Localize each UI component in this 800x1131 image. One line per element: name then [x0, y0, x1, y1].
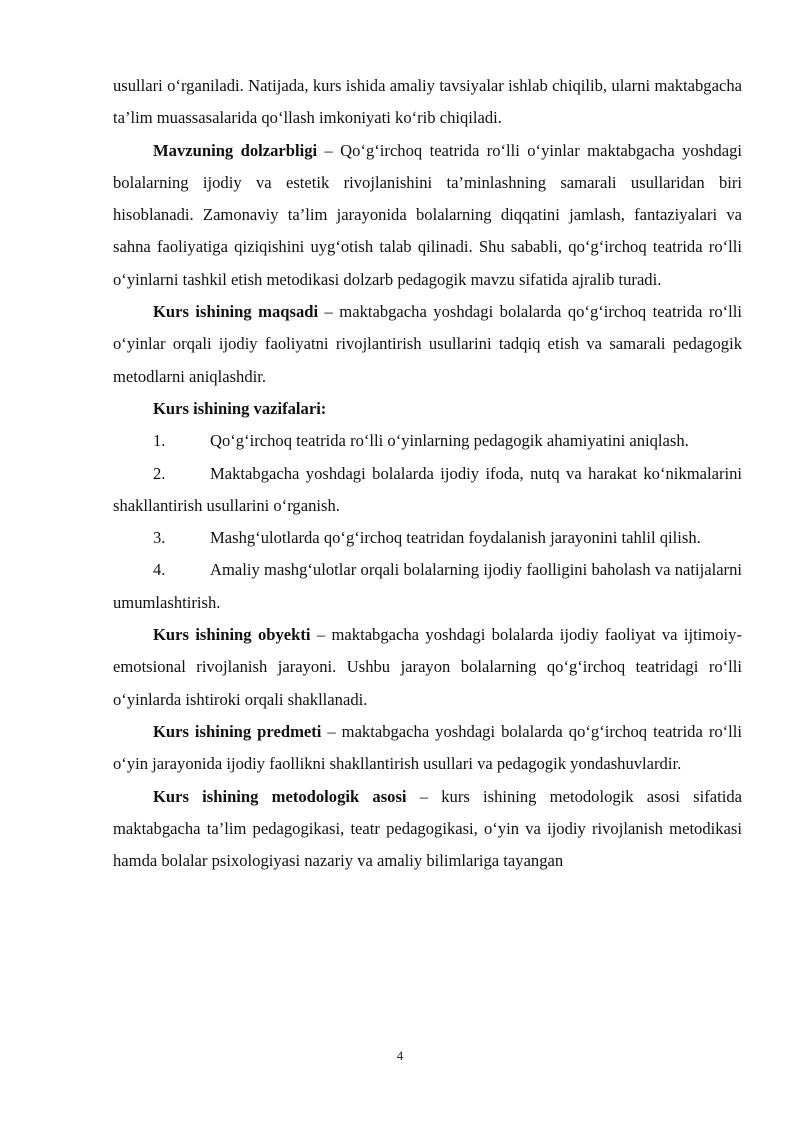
- paragraph-intro: usullari o‘rganiladi. Natijada, kurs ishida amaliy tavsiyalar ishlab chiqilib, ularni maktabgacha ta’lim muassasalarida qo‘llash imkoniyati ko‘rib chiqiladi.: [113, 76, 742, 128]
- list-item: [113, 522, 742, 554]
- object-heading: Kurs ishining obyekti: [153, 625, 311, 645]
- list-item-number: 1.: [153, 431, 166, 451]
- list-item-number: 4.: [153, 560, 166, 580]
- subject-heading: Kurs ishining predmeti: [153, 721, 322, 741]
- paragraph-object: [113, 619, 742, 716]
- list-item-number: 3.: [153, 528, 166, 548]
- list-item-text: Maktabgacha yoshdagi bolalarda ijodiy ifoda, nutq va harakat ko‘nikmalarini shakllantirish usullarini o‘rganish.: [113, 463, 742, 515]
- document-page: [113, 70, 742, 877]
- relevance-text: – Qo‘g‘irchoq teatrida ro‘lli o‘yinlar maktabgacha yoshdagi bolalarning ijodiy va estetik rivojlanishini ta’minlashning samarali usullaridan biri hisoblanadi. Zamonaviy ta’lim jarayonida bolalarning diqqatini jamlash, fantaziyalari va sahna faoliyatiga qiziqishini uyg‘otish talab qilinadi. Shu sababli, qo‘g‘irchoq teatrida ro‘lli o‘yinlarni tashkil etish metodikasi dolzarb pedagogik mavzu sifatida ajralib turadi.: [113, 140, 742, 289]
- list-item-text: Qo‘g‘irchoq teatrida ro‘lli o‘yinlarning pedagogik ahamiyatini aniqlash.: [210, 431, 689, 451]
- paragraph-subject: [113, 716, 742, 781]
- paragraph-methodology: [113, 781, 742, 878]
- list-item: [113, 425, 742, 457]
- goal-text: – maktabgacha yoshdagi bolalarda qo‘g‘irchoq teatrida ro‘lli o‘yinlar orqali ijodiy faoliyatni rivojlantirish usullarini tadqiq etish va samarali pedagogik metodlarni aniqlashdir.: [113, 302, 743, 386]
- list-item-number: 2.: [153, 463, 166, 483]
- list-item-text: Mashg‘ulotlarda qo‘g‘irchoq teatridan foydalanish jarayonini tahlil qilish.: [210, 528, 701, 548]
- methodology-text: – kurs ishining metodologik asosi sifatida maktabgacha ta’lim pedagogikasi, teatr pedagogikasi, o‘yin va ijodiy rivojlanish metodikasi hamda bolalar psixologiyasi nazariy va amaliy bilimlariga tayangan: [113, 786, 742, 871]
- list-item: [113, 554, 742, 619]
- paragraph-goal: [113, 296, 742, 393]
- page-number: 4: [396, 1048, 404, 1063]
- list-item-text: Amaliy mashg‘ulotlar orqali bolalarning ijodiy faolligini baholash va natijalarni umumlashtirish.: [113, 560, 742, 612]
- paragraph-tasks-heading: [113, 393, 742, 425]
- goal-heading: Kurs ishining maqsadi: [153, 302, 319, 322]
- object-text: – maktabgacha yoshdagi bolalarda ijodiy faoliyat va ijtimoiy-emotsional rivojlanish jarayoni. Ushbu jarayon bolalarning qo‘g‘irchoq teatridagi ro‘lli o‘yinlarda ishtiroki orqali shakllanadi.: [113, 625, 742, 709]
- relevance-heading: Mavzuning dolzarbligi: [153, 140, 318, 160]
- paragraph-relevance: [113, 135, 742, 296]
- list-item: [113, 458, 742, 523]
- tasks-heading: Kurs ishining vazifalari:: [153, 398, 327, 418]
- methodology-heading: Kurs ishining metodologik asosi: [153, 786, 407, 806]
- subject-text: – maktabgacha yoshdagi bolalarda qo‘g‘irchoq teatrida ro‘lli o‘yin jarayonida ijodiy faollikni shakllantirish usullari va pedagogik yondashuvlardir.: [113, 721, 742, 774]
